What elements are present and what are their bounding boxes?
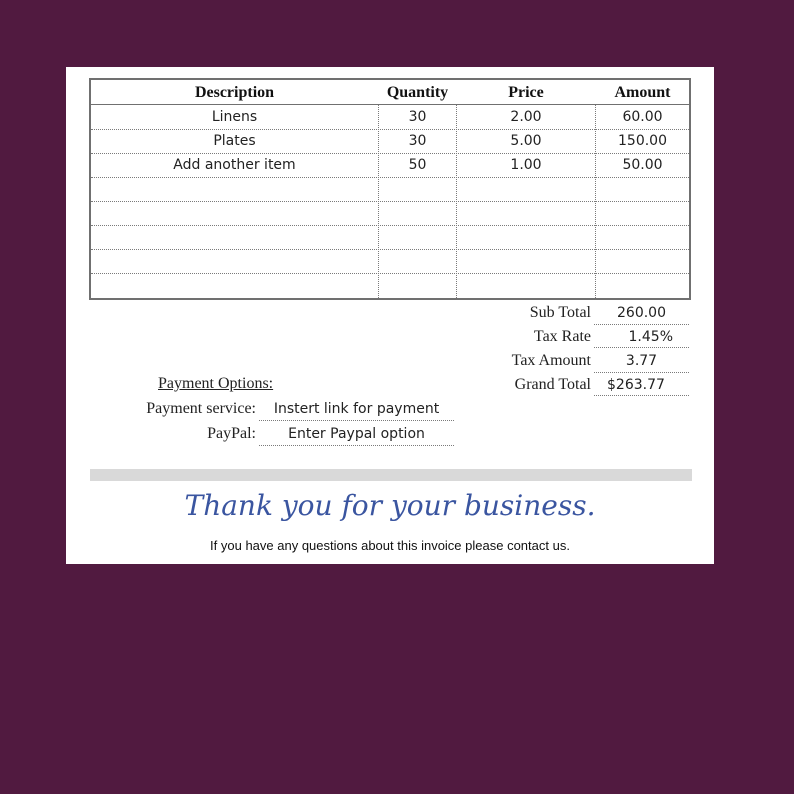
cell-price[interactable]: 2.00: [510, 109, 542, 125]
cell-quantity[interactable]: 50: [408, 157, 427, 173]
payment-options-title: Payment Options:: [158, 375, 274, 392]
subtotal-label: Sub Total: [529, 304, 591, 321]
cell-amount[interactable]: 60.00: [622, 109, 663, 125]
tax-amount-label: Tax Amount: [511, 352, 591, 369]
cell-description[interactable]: [91, 249, 378, 273]
cell-quantity[interactable]: [379, 249, 456, 273]
cell-price[interactable]: [457, 273, 595, 297]
cell-quantity[interactable]: [379, 225, 456, 249]
payment-service-label: Payment service:: [146, 400, 256, 417]
grand-total-value[interactable]: $263.77: [594, 374, 689, 396]
cell-quantity[interactable]: [379, 201, 456, 225]
table-header-row: [91, 80, 689, 105]
thank-you-message: Thank you for your business.: [184, 489, 596, 522]
cell-description[interactable]: Plates: [213, 133, 256, 149]
table-row: [91, 177, 689, 202]
header-quantity: Quantity: [386, 84, 449, 101]
cell-quantity[interactable]: 30: [408, 133, 427, 149]
cell-amount[interactable]: [596, 273, 689, 297]
cell-description[interactable]: Add another item: [173, 157, 296, 173]
cell-description[interactable]: Linens: [211, 109, 258, 125]
tax-rate-label: Tax Rate: [533, 328, 591, 345]
cell-amount[interactable]: [596, 225, 689, 249]
subtotal-value[interactable]: 260.00: [594, 302, 689, 325]
cell-price[interactable]: 5.00: [510, 133, 542, 149]
cell-amount[interactable]: 150.00: [618, 133, 667, 149]
table-row: [91, 273, 689, 297]
divider-bar: [90, 469, 692, 481]
header-amount: Amount: [614, 84, 671, 101]
cell-quantity[interactable]: [379, 273, 456, 297]
cell-description[interactable]: [91, 177, 378, 201]
cell-price[interactable]: [457, 249, 595, 273]
paypal-label: PayPal:: [207, 425, 256, 442]
cell-price[interactable]: [457, 225, 595, 249]
cell-quantity[interactable]: 30: [408, 109, 427, 125]
table-row: [91, 129, 689, 154]
invoice-sheet: [66, 67, 714, 564]
cell-price[interactable]: [457, 177, 595, 201]
grand-total-label: Grand Total: [514, 376, 591, 393]
tax-amount-value[interactable]: 3.77: [594, 350, 689, 373]
header-description: Description: [194, 84, 275, 101]
payment-service-field[interactable]: Instert link for payment: [259, 398, 454, 421]
paypal-field[interactable]: Enter Paypal option: [259, 423, 454, 446]
cell-amount[interactable]: [596, 249, 689, 273]
cell-description[interactable]: [91, 273, 378, 297]
table-row: [91, 225, 689, 250]
cell-quantity[interactable]: [379, 177, 456, 201]
cell-amount[interactable]: [596, 177, 689, 201]
cell-amount[interactable]: 50.00: [622, 157, 663, 173]
cell-amount[interactable]: [596, 201, 689, 225]
header-price: Price: [508, 84, 544, 101]
items-table: [89, 78, 691, 300]
cell-price[interactable]: [457, 201, 595, 225]
tax-rate-value[interactable]: 1.45%: [594, 326, 689, 348]
cell-description[interactable]: [91, 201, 378, 225]
table-row: [91, 201, 689, 226]
table-row: [91, 249, 689, 274]
contact-note: If you have any questions about this invoice please contact us.: [210, 538, 570, 553]
table-row: [91, 105, 689, 130]
cell-description[interactable]: [91, 225, 378, 249]
cell-price[interactable]: 1.00: [510, 157, 542, 173]
table-row: [91, 153, 689, 178]
